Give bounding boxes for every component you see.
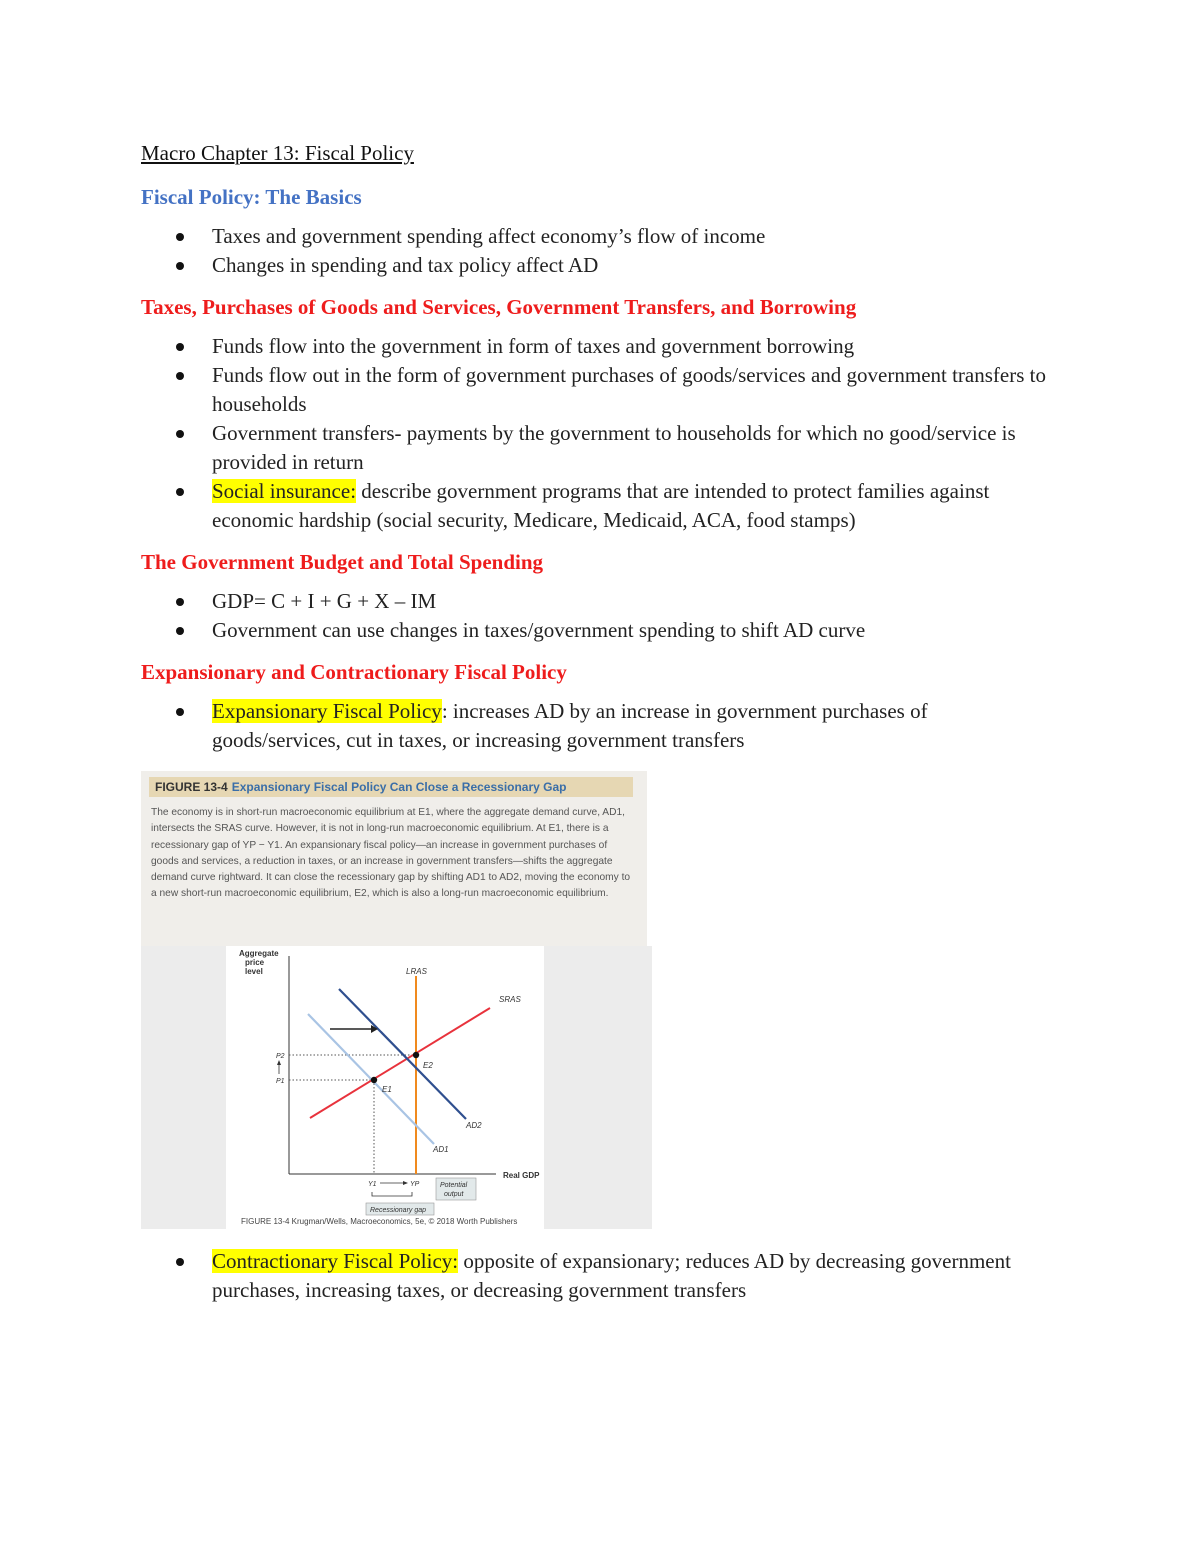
bullet-list-budget (141, 587, 1061, 645)
page-title: Macro Chapter 13: Fiscal Policy (141, 141, 414, 165)
ad-as-graph-svg (226, 946, 544, 1229)
recessionary-gap-label: Recessionary gap (370, 1207, 427, 1214)
figure-caption: The economy is in short-run macroeconomic equilibrium at E1, where the aggregate demand curve, AD1, intersects the SRAS curve. However, it is not in long-run macroeconomic equilibrium. At E1, there is a recessionary gap of YP − Y1. An expansionary fiscal policy—an increase in government purchases of goods and services, a reduction in taxes, or an increase in government transfers—shifts the aggregate demand curve rightward. It can close the recessionary gap by shifting AD1 to AD2, moving the economy to a new short-run macroeconomic equilibrium, E2, which is also a long-run macroeconomic equilibrium. (151, 807, 631, 900)
section-heading-fiscal-policy: Expansionary and Contractionary Fiscal Policy (141, 660, 567, 684)
y-axis-label (239, 949, 281, 976)
list-item: Changes in spending and tax policy affect AD (141, 251, 1061, 280)
lras-label: LRAS (406, 967, 427, 976)
bullet-list-expansionary (141, 697, 1061, 755)
list-item-text: : increases AD by an increase in government purchases of goods/services, cut in taxes, or increasing government transfers (212, 699, 928, 752)
price-rise-arrowhead (277, 1060, 281, 1065)
e1-label: E1 (382, 1085, 392, 1094)
highlighted-term: Expansionary Fiscal Policy (212, 699, 442, 723)
ad2-label: AD2 (466, 1121, 482, 1130)
gap-arrowhead (403, 1181, 408, 1185)
figure-image (141, 771, 652, 1229)
figure-label: FIGURE 13-4 (155, 780, 228, 794)
ad2-curve (339, 989, 466, 1119)
y1-label: Y1 (368, 1181, 377, 1188)
p1-label: P1 (276, 1078, 285, 1085)
section-heading-taxes: Taxes, Purchases of Goods and Services, Government Transfers, and Borrowing (141, 295, 857, 319)
yp-label: YP (410, 1181, 420, 1188)
list-item: Funds flow into the government in form of taxes and government borrowing (141, 332, 1061, 361)
bullet-list-taxes (141, 332, 1061, 535)
e1-point (371, 1077, 377, 1083)
figure-graph-panel (141, 946, 652, 1229)
section-heading-budget: The Government Budget and Total Spending (141, 550, 544, 574)
y-axis-label-line3: level (245, 967, 263, 976)
e2-point (413, 1052, 419, 1058)
potential-output-line2: output (444, 1191, 464, 1198)
y-axis-label-line1: Aggregate (239, 949, 279, 958)
list-item-text: describe government programs that are intended to protect families against economic hardship (social security, Medicare, Medicaid, ACA, food stamps) (212, 479, 990, 532)
list-item-social-insurance (141, 477, 1061, 535)
document-body (141, 140, 1061, 1319)
list-item: Funds flow out in the form of government purchases of goods/services and government transfers to households (141, 361, 1061, 419)
bullet-list-contractionary (141, 1247, 1061, 1305)
potential-output-line1: Potential (440, 1182, 468, 1189)
list-item-contractionary (141, 1247, 1061, 1305)
list-item-expansionary (141, 697, 1061, 755)
figure-caption-panel (141, 771, 647, 946)
p2-label: P2 (276, 1053, 285, 1060)
list-item: Government can use changes in taxes/government spending to shift AD curve (141, 616, 1061, 645)
gap-bracket (372, 1192, 412, 1196)
ad-as-graph (226, 946, 544, 1229)
ad1-label: AD1 (433, 1145, 449, 1154)
list-item: GDP= C + I + G + X – IM (141, 587, 1061, 616)
figure-header (149, 777, 633, 797)
figure-title: Expansionary Fiscal Policy Can Close a Recessionary Gap (231, 780, 567, 794)
x-axis-label: Real GDP (503, 1171, 540, 1180)
highlighted-term: Social insurance: (212, 479, 357, 503)
sras-label: SRAS (499, 995, 521, 1004)
bullet-list-basics (141, 222, 1061, 280)
sras-curve (310, 1008, 490, 1118)
figure-credit: FIGURE 13-4 Krugman/Wells, Macroeconomics, 5e, © 2018 Worth Publishers (241, 1217, 518, 1226)
e2-label: E2 (423, 1061, 433, 1070)
list-item-text: opposite of expansionary; reduces AD by decreasing government purchases, increasing taxes, or decreasing government transfers (212, 1249, 1011, 1302)
highlighted-term: Contractionary Fiscal Policy: (212, 1249, 459, 1273)
y-axis-label-line2: price (245, 958, 265, 967)
list-item: Government transfers- payments by the government to households for which no good/service is provided in return (141, 419, 1061, 477)
list-item: Taxes and government spending affect economy’s flow of income (141, 222, 1061, 251)
section-heading-basics: Fiscal Policy: The Basics (141, 185, 362, 209)
